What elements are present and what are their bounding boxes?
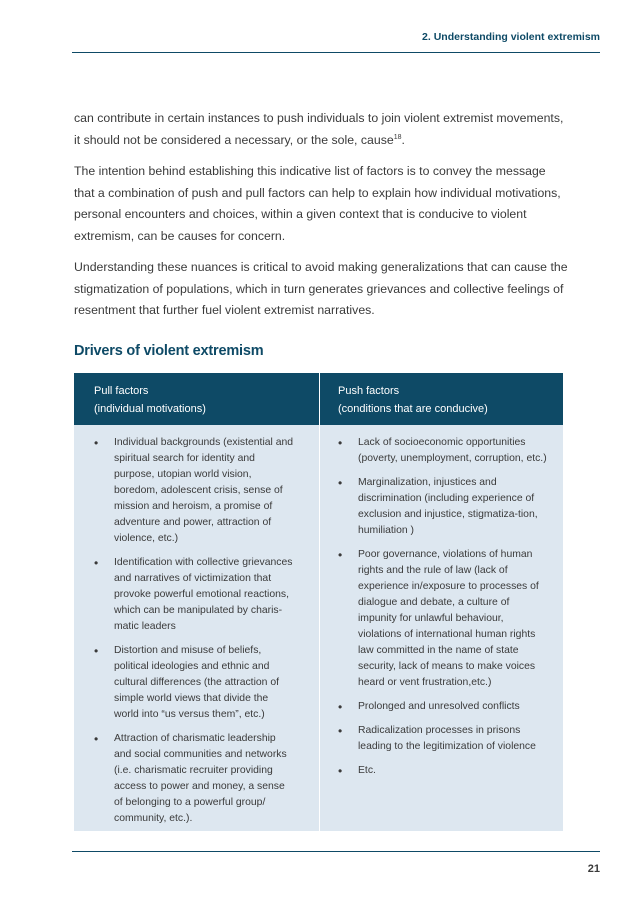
list-item <box>338 763 548 779</box>
push-factors-subtitle: (conditions that are conducive) <box>338 403 488 415</box>
list-item-text: Distortion and misuse of beliefs, political ideologies and ethnic and cultural differences (the attraction of simple world views that divide the world into “us versus them”, etc.) <box>114 645 279 720</box>
list-item <box>94 643 294 723</box>
list-item <box>338 723 548 755</box>
bullet-icon: • <box>338 548 343 562</box>
list-item <box>338 547 548 691</box>
footer-divider <box>72 851 600 852</box>
list-item-text: Attraction of charismatic leadership and social communities and networks (i.e. charismatic recruiter providing access to power and money, a sense of belonging to a powerful group/ community, etc.). <box>114 733 287 824</box>
list-item-text: Poor governance, violations of human rights and the rule of law (lack of experience in/exposure to processes of dialogue and debate, a culture of impunity for unlawful behaviour, violations of international human rights law committed in the name of state security, lack of means to make voices heard or vent frustration,etc.) <box>358 549 539 688</box>
pull-factors-header <box>94 382 314 418</box>
push-factors-list <box>338 435 548 787</box>
bullet-icon: • <box>338 724 343 738</box>
list-item-text: Prolonged and unresolved conflicts <box>358 701 520 712</box>
body-text <box>74 108 568 332</box>
list-item <box>338 475 548 539</box>
list-item-text: Marginalization, injustices and discrimination (including experience of exclusion and injustice, stigmatiza-tion, humiliation ) <box>358 477 538 536</box>
paragraph-1 <box>74 108 568 151</box>
bullet-icon: • <box>338 476 343 490</box>
running-header: 2. Understanding violent extremism <box>422 31 600 43</box>
list-item-text: Etc. <box>358 765 376 776</box>
pull-factors-list <box>94 435 294 835</box>
list-item <box>94 731 294 827</box>
drivers-table <box>74 373 563 831</box>
bullet-icon: • <box>94 644 99 658</box>
list-item-text: Radicalization processes in prisons leading to the legitimization of violence <box>358 725 536 752</box>
list-item <box>94 435 294 547</box>
list-item <box>338 435 548 467</box>
paragraph-1-text: can contribute in certain instances to push individuals to join violent extremist movements, it should not be considered a necessary, or the sole, cause <box>74 111 564 147</box>
column-divider <box>319 425 320 831</box>
bullet-icon: • <box>94 556 99 570</box>
header-column-divider <box>319 373 320 425</box>
paragraph-1-end: . <box>401 132 405 147</box>
push-factors-header <box>338 382 558 418</box>
list-item <box>94 555 294 635</box>
bullet-icon: • <box>338 436 343 450</box>
bullet-icon: • <box>338 700 343 714</box>
list-item <box>338 699 548 715</box>
header-divider <box>72 52 600 53</box>
bullet-icon: • <box>94 436 99 450</box>
paragraph-2: The intention behind establishing this indicative list of factors is to convey the message that a combination of push and pull factors can help to explain how individual motivations, personal encounters and choices, within a given context that is conducive to violent extremism, can be causes for concern. <box>74 164 561 243</box>
bullet-icon: • <box>338 764 343 778</box>
pull-factors-title: Pull factors <box>94 385 149 397</box>
paragraph-3: Understanding these nuances is critical to avoid making generalizations that can cause the stigmatization of populations, which in turn generates grievances and collective feelings of resentment that further fuel violent extremist narratives. <box>74 260 568 317</box>
section-heading: Drivers of violent extremism <box>74 343 264 359</box>
page-number: 21 <box>587 863 600 875</box>
push-factors-title: Push factors <box>338 385 400 397</box>
list-item-text: Individual backgrounds (existential and spiritual search for identity and purpose, utopian world vision, boredom, adolescent crisis, sense of mission and heroism, a promise of adventure and power, attraction of violence, etc.) <box>114 437 294 544</box>
list-item-text: Identification with collective grievances and narratives of victimization that provoke powerful emotional reactions, which can be manipulated by charis-matic leaders <box>114 557 293 632</box>
bullet-icon: • <box>94 732 99 746</box>
footnote-ref[interactable]: 18 <box>393 133 402 141</box>
pull-factors-subtitle: (individual motivations) <box>94 403 206 415</box>
list-item-text: Lack of socioeconomic opportunities (poverty, unemployment, corruption, etc.) <box>358 437 547 464</box>
